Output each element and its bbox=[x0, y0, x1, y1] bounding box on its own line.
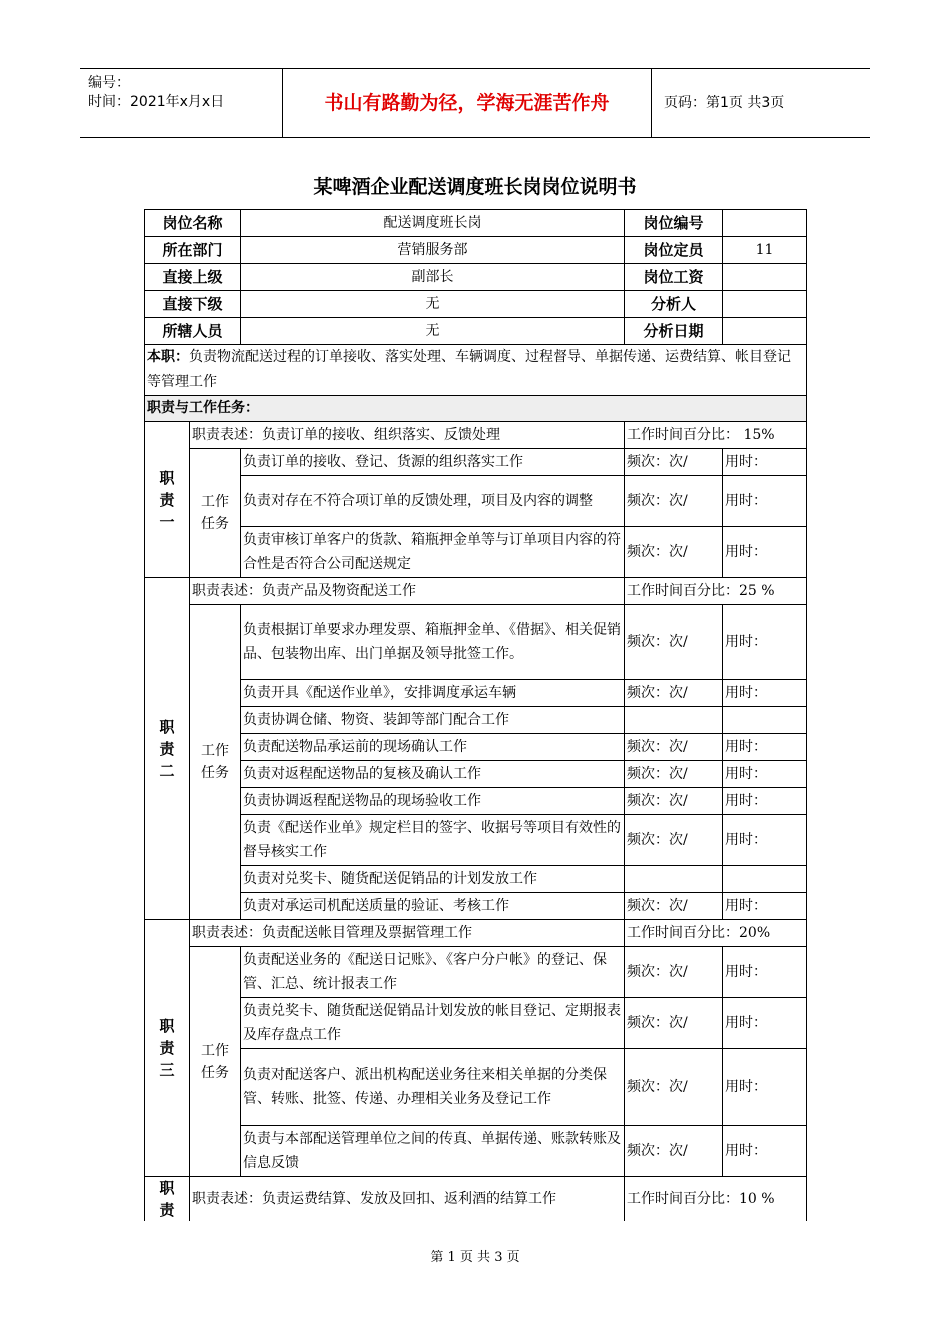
task-duration: 用时： bbox=[723, 947, 807, 998]
task-frequency: 频次：次/ bbox=[625, 605, 723, 680]
task-frequency: 频次：次/ bbox=[625, 998, 723, 1049]
page-header bbox=[80, 68, 870, 138]
page-footer: 第 1 页 共 3 页 bbox=[430, 1250, 520, 1265]
info-row-3 bbox=[145, 264, 807, 291]
task-label: 工作任务 bbox=[190, 605, 241, 920]
duty-pct-d1: 工作时间百分比： 15% bbox=[625, 422, 807, 449]
task-label: 工作任务 bbox=[190, 449, 241, 578]
task-row bbox=[145, 680, 807, 707]
info-key-staff: 所辖人员 bbox=[145, 318, 241, 345]
info-key-salary: 岗位工资 bbox=[625, 264, 723, 291]
task-row bbox=[145, 527, 807, 578]
task-text: 负责协调仓储、物资、装卸等部门配合工作 bbox=[241, 707, 625, 734]
task-text: 负责对返程配送物品的复核及确认工作 bbox=[241, 761, 625, 788]
duty-label-d1: 职责一 bbox=[145, 422, 190, 578]
task-text: 负责审核订单客户的货款、箱瓶押金单等与订单项目内容的符合性是否符合公司配送规定 bbox=[241, 527, 625, 578]
task-row bbox=[145, 947, 807, 998]
task-duration: 用时： bbox=[723, 1126, 807, 1177]
header-page-label: 页码：第1页 共3页 bbox=[664, 95, 785, 111]
info-value-analyst bbox=[723, 291, 807, 318]
duty-pct-d4: 工作时间百分比：10 % bbox=[625, 1177, 807, 1222]
task-text: 负责配送业务的《配送日记账》、《客户分户帐》的登记、保管、汇总、统计报表工作 bbox=[241, 947, 625, 998]
duties-body bbox=[145, 422, 807, 1222]
info-value-headcount: 11 bbox=[723, 237, 807, 264]
header-slogan: 书山有路勤为径，学海无涯苦作舟 bbox=[283, 69, 652, 137]
task-duration: 用时： bbox=[723, 893, 807, 920]
task-duration bbox=[723, 707, 807, 734]
task-text: 负责对兑奖卡、随货配送促销品的计划发放工作 bbox=[241, 866, 625, 893]
task-row bbox=[145, 815, 807, 866]
task-text: 负责开具《配送作业单》，安排调度承运车辆 bbox=[241, 680, 625, 707]
task-text: 负责对配送客户、派出机构配送业务往来相关单据的分类保管、转账、批签、传递、办理相关业务及登记工作 bbox=[241, 1049, 625, 1126]
duty-pct-d2: 工作时间百分比：25 % bbox=[625, 578, 807, 605]
task-frequency: 频次：次/ bbox=[625, 449, 723, 476]
task-frequency: 频次：次/ bbox=[625, 788, 723, 815]
task-duration: 用时： bbox=[723, 449, 807, 476]
duty-desc-d3: 职责表述：负责配送帐目管理及票据管理工作 bbox=[190, 920, 625, 947]
info-row-4 bbox=[145, 291, 807, 318]
task-duration: 用时： bbox=[723, 815, 807, 866]
duty-label-d4: 职责 bbox=[145, 1177, 190, 1222]
duty-label-d2: 职责二 bbox=[145, 578, 190, 920]
task-duration: 用时： bbox=[723, 1049, 807, 1126]
task-row bbox=[145, 605, 807, 680]
duty-desc-d2: 职责表述：负责产品及物资配送工作 bbox=[190, 578, 625, 605]
duty-text: 负责物流配送过程的订单接收、落实处理、车辆调度、过程督导、单据传递、运费结算、帐目登记等管理工作 bbox=[147, 349, 791, 390]
task-text: 负责对承运司机配送质量的验证、考核工作 bbox=[241, 893, 625, 920]
task-duration: 用时： bbox=[723, 761, 807, 788]
task-duration: 用时： bbox=[723, 788, 807, 815]
duty-label: 本职： bbox=[147, 349, 189, 365]
job-table bbox=[144, 209, 807, 422]
task-duration: 用时： bbox=[723, 476, 807, 527]
info-key-analysis-date: 分析日期 bbox=[625, 318, 723, 345]
task-row bbox=[145, 734, 807, 761]
info-key-post-name: 岗位名称 bbox=[145, 210, 241, 237]
task-frequency: 频次：次/ bbox=[625, 1126, 723, 1177]
task-frequency: 频次：次/ bbox=[625, 476, 723, 527]
section-title: 职责与工作任务： bbox=[145, 396, 807, 422]
task-row bbox=[145, 998, 807, 1049]
task-row bbox=[145, 1049, 807, 1126]
task-text: 负责根据订单要求办理发票、箱瓶押金单、《借据》、相关促销品、包装物出库、出门单据及领导批签工作。 bbox=[241, 605, 625, 680]
task-frequency bbox=[625, 866, 723, 893]
task-row bbox=[145, 707, 807, 734]
duty-desc-row bbox=[145, 920, 807, 947]
task-frequency: 频次：次/ bbox=[625, 527, 723, 578]
info-value-post-name: 配送调度班长岗 bbox=[241, 210, 625, 237]
task-text: 负责对存在不符合项订单的反馈处理，项目及内容的调整 bbox=[241, 476, 625, 527]
task-text: 负责配送物品承运前的现场确认工作 bbox=[241, 734, 625, 761]
task-duration: 用时： bbox=[723, 680, 807, 707]
info-value-salary bbox=[723, 264, 807, 291]
info-key-post-code: 岗位编号 bbox=[625, 210, 723, 237]
header-meta bbox=[80, 69, 283, 137]
task-frequency bbox=[625, 707, 723, 734]
info-value-post-code bbox=[723, 210, 807, 237]
task-text: 负责《配送作业单》规定栏目的签字、收据号等项目有效性的督导核实工作 bbox=[241, 815, 625, 866]
duty-label-d3: 职责三 bbox=[145, 920, 190, 1177]
task-frequency: 频次：次/ bbox=[625, 734, 723, 761]
info-value-staff: 无 bbox=[241, 318, 625, 345]
task-duration: 用时： bbox=[723, 605, 807, 680]
duty-desc-d1: 职责表述：负责订单的接收、组织落实、反馈处理 bbox=[190, 422, 625, 449]
info-value-superior: 副部长 bbox=[241, 264, 625, 291]
task-frequency: 频次：次/ bbox=[625, 1049, 723, 1126]
task-row bbox=[145, 893, 807, 920]
task-row bbox=[145, 476, 807, 527]
duty-pct-d3: 工作时间百分比：20% bbox=[625, 920, 807, 947]
task-duration: 用时： bbox=[723, 527, 807, 578]
task-row bbox=[145, 866, 807, 893]
task-text: 负责订单的接收、登记、货源的组织落实工作 bbox=[241, 449, 625, 476]
doc-number-label: 编号： bbox=[88, 75, 130, 91]
info-row-5 bbox=[145, 318, 807, 345]
task-row bbox=[145, 761, 807, 788]
task-frequency: 频次：次/ bbox=[625, 815, 723, 866]
task-duration bbox=[723, 866, 807, 893]
task-label: 工作任务 bbox=[190, 947, 241, 1177]
duty-desc-row bbox=[145, 578, 807, 605]
info-value-subordinate: 无 bbox=[241, 291, 625, 318]
info-key-superior: 直接上级 bbox=[145, 264, 241, 291]
task-frequency: 频次：次/ bbox=[625, 680, 723, 707]
page-title: 某啤酒企业配送调度班长岗岗位说明书 bbox=[313, 176, 637, 198]
task-text: 负责兑奖卡、随货配送促销品计划发放的帐目登记、定期报表及库存盘点工作 bbox=[241, 998, 625, 1049]
duty-row bbox=[145, 345, 807, 396]
task-text: 负责协调返程配送物品的现场验收工作 bbox=[241, 788, 625, 815]
task-frequency: 频次：次/ bbox=[625, 761, 723, 788]
task-duration: 用时： bbox=[723, 734, 807, 761]
duties-table bbox=[144, 421, 807, 1221]
info-value-department: 营销服务部 bbox=[241, 237, 625, 264]
info-key-department: 所在部门 bbox=[145, 237, 241, 264]
section-row bbox=[145, 396, 807, 422]
info-key-headcount: 岗位定员 bbox=[625, 237, 723, 264]
info-row-2 bbox=[145, 237, 807, 264]
task-row bbox=[145, 1126, 807, 1177]
doc-time-label: 时间：2021年x月x日 bbox=[88, 94, 225, 110]
info-key-subordinate: 直接下级 bbox=[145, 291, 241, 318]
task-frequency: 频次：次/ bbox=[625, 893, 723, 920]
task-row bbox=[145, 788, 807, 815]
info-value-analysis-date bbox=[723, 318, 807, 345]
task-row bbox=[145, 449, 807, 476]
task-frequency: 频次：次/ bbox=[625, 947, 723, 998]
duty-desc-row bbox=[145, 422, 807, 449]
info-row-1 bbox=[145, 210, 807, 237]
task-text: 负责与本部配送管理单位之间的传真、单据传递、账款转账及信息反馈 bbox=[241, 1126, 625, 1177]
duty-desc-d4: 职责表述：负责运费结算、发放及回扣、返利酒的结算工作 bbox=[190, 1177, 625, 1222]
duty-cell bbox=[145, 345, 807, 396]
task-duration: 用时： bbox=[723, 998, 807, 1049]
duty-desc-row bbox=[145, 1177, 807, 1222]
info-key-analyst: 分析人 bbox=[625, 291, 723, 318]
